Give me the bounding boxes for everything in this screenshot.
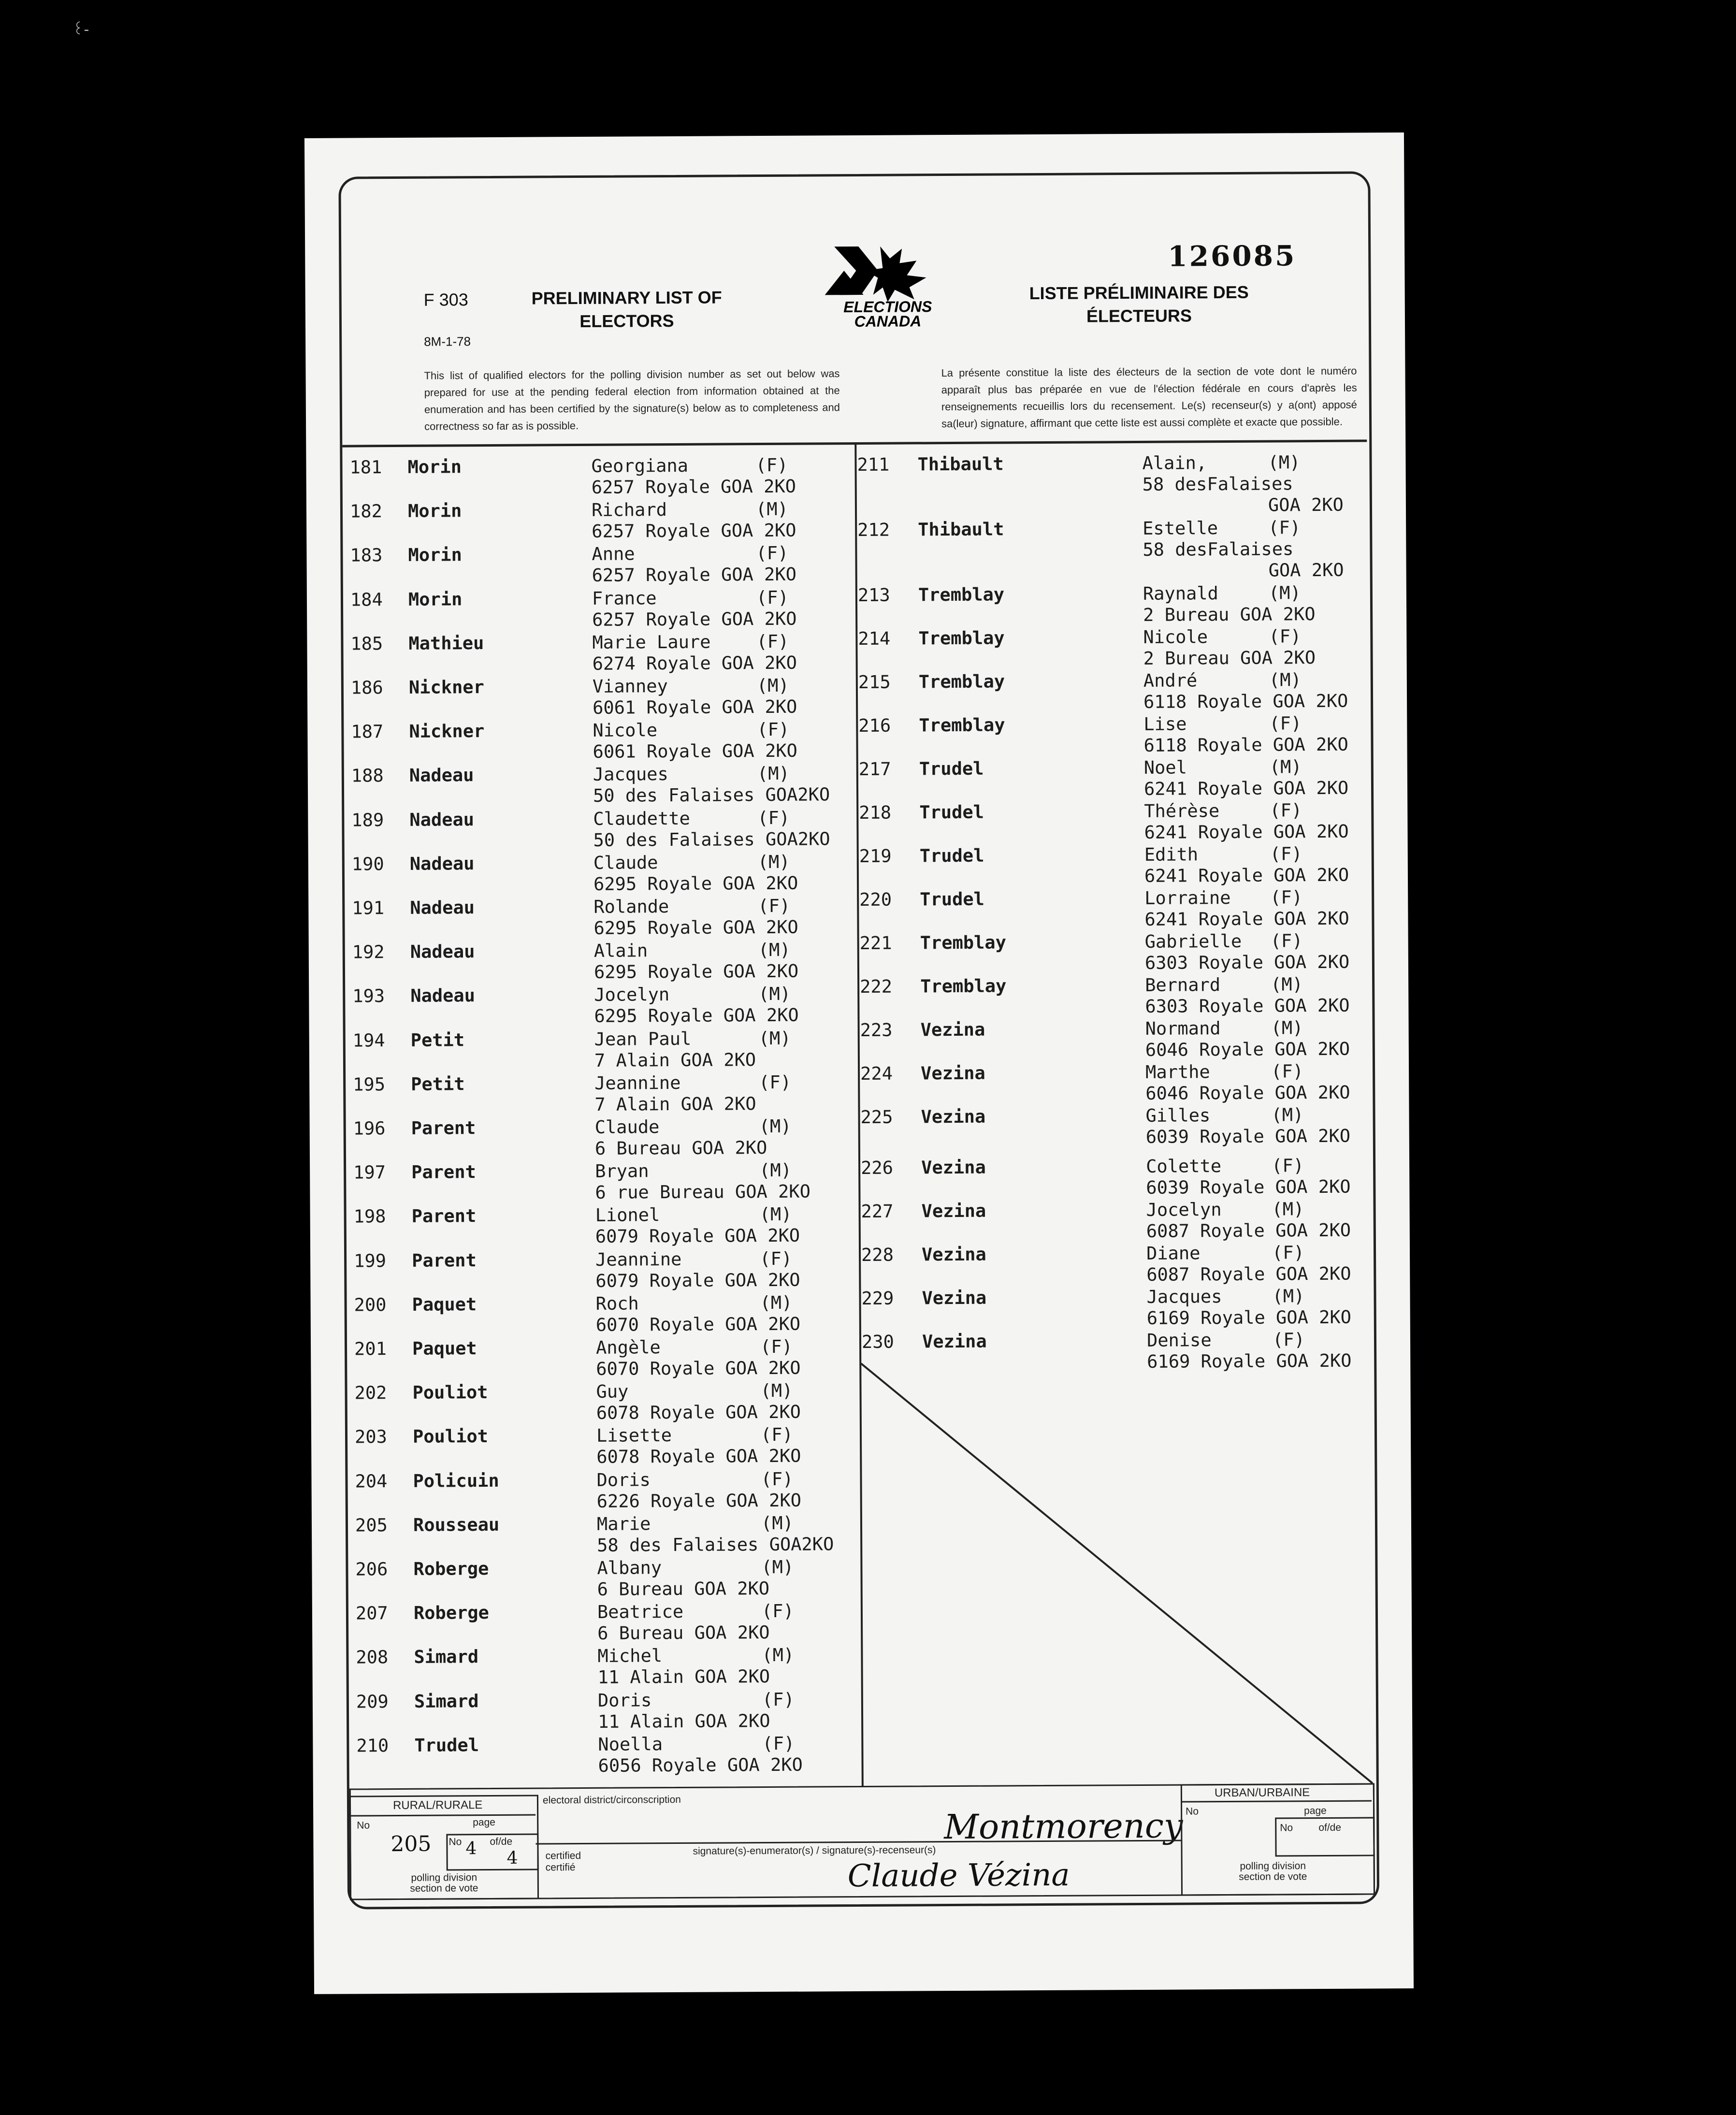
- elector-sex: (M): [756, 675, 789, 696]
- elector-address: 6169 Royale GOA 2KO: [1146, 1306, 1352, 1329]
- elector-surname: Thibault: [918, 519, 1004, 540]
- elector-number: 219: [859, 845, 892, 867]
- elector-sex: (M): [758, 939, 791, 961]
- elector-sex: (M): [1269, 756, 1302, 778]
- elector-number: 225: [860, 1106, 893, 1128]
- elector-sex: (F): [762, 1733, 795, 1754]
- elector-address: 6226 Royale GOA 2KO: [596, 1490, 802, 1512]
- elector-address: 6257 Royale GOA 2KO: [592, 520, 796, 542]
- elector-number: 182: [349, 501, 382, 522]
- elector-surname: Vezina: [921, 1200, 986, 1222]
- elector-number: 189: [351, 809, 384, 831]
- elector-number: 207: [355, 1603, 388, 1624]
- elector-sex: (F): [1270, 800, 1302, 821]
- elector-given-name: Angèle: [595, 1337, 661, 1358]
- footer-panel: [349, 1783, 1374, 1904]
- elector-address-line2: GOA 2KO: [1268, 559, 1344, 581]
- elector-address: 6087 Royale GOA 2KO: [1146, 1263, 1351, 1285]
- elector-given-name: Alain: [593, 940, 648, 962]
- elector-given-name: Guy: [596, 1381, 629, 1403]
- elector-surname: Rousseau: [413, 1514, 500, 1536]
- elector-number: 223: [860, 1019, 893, 1041]
- elector-address: 6303 Royale GOA 2KO: [1144, 951, 1350, 973]
- elector-given-name: Jean Paul: [594, 1028, 692, 1050]
- elector-given-name: Edith: [1144, 844, 1199, 865]
- elector-sex: (M): [761, 1556, 794, 1578]
- elector-given-name: Albany: [597, 1557, 662, 1579]
- elector-surname: Policuin: [413, 1470, 499, 1492]
- elector-surname: Nadeau: [409, 765, 474, 786]
- elector-surname: Vezina: [921, 1244, 986, 1265]
- elector-sex: (M): [760, 1380, 793, 1402]
- elector-sex: (M): [759, 1115, 792, 1137]
- elector-sex: (M): [759, 1204, 792, 1225]
- elector-given-name: Jeannine: [595, 1248, 682, 1270]
- elector-surname: Parent: [411, 1205, 477, 1227]
- elector-given-name: Jacques: [593, 764, 668, 785]
- urban-of-label: of/de: [1318, 1822, 1342, 1834]
- elector-sex: (F): [1270, 887, 1303, 908]
- intro-text-en: This list of qualified electors for the polling division number as set out below was prepared for use at the pending federal election from information obtained at the enumeration and has been certified by the signature(s) below as to completeness and correctness so far as is possible.: [424, 367, 840, 433]
- elector-address: 6079 Royale GOA 2KO: [595, 1269, 800, 1291]
- elector-sex: (M): [758, 1028, 791, 1049]
- elector-address: 6039 Royale GOA 2KO: [1146, 1176, 1351, 1198]
- elector-number: 185: [350, 633, 383, 654]
- elector-number: 208: [356, 1647, 389, 1668]
- elector-given-name: André: [1143, 670, 1198, 691]
- elector-address: 58 desFalaises: [1143, 538, 1294, 560]
- elector-sex: (F): [756, 543, 789, 564]
- elector-number: 228: [861, 1244, 894, 1265]
- elector-surname: Tremblay: [920, 932, 1007, 954]
- page-number: 4: [465, 1839, 477, 1859]
- elector-surname: Petit: [411, 1073, 465, 1095]
- elector-address: 6274 Royale GOA 2KO: [592, 652, 797, 674]
- elector-given-name: Jocelyn: [594, 984, 670, 1006]
- elector-address: 6241 Royale GOA 2KO: [1144, 864, 1349, 886]
- elector-number: 221: [859, 932, 892, 954]
- elector-sex: (M): [1269, 669, 1302, 691]
- intro-text-fr: La présente constitue la liste des électeurs de la section de vote dont le numéro apparaît plus bas préparée en vue de l'élection fédérale en cours d'après les renseignements recueillis lors du recensement. Le(s) recenseur(s) y a(ont) apposé sa(leur) signature, affirmant que cette liste est aussi complète et exacte que possible.: [941, 364, 1357, 430]
- elector-address: 6241 Royale GOA 2KO: [1144, 908, 1349, 930]
- elector-address: 6257 Royale GOA 2KO: [592, 608, 797, 630]
- elector-sex: (F): [1270, 930, 1303, 952]
- elector-surname: Tremblay: [918, 584, 1005, 606]
- elector-surname: Parent: [411, 1161, 476, 1183]
- elector-surname: Morin: [408, 588, 463, 610]
- elector-surname: Parent: [412, 1249, 477, 1271]
- elector-sex: (M): [758, 984, 791, 1005]
- elector-given-name: Anne: [592, 543, 635, 565]
- elector-number: 191: [352, 898, 385, 919]
- elector-address: 6046 Royale GOA 2KO: [1145, 1038, 1350, 1060]
- elector-given-name: Jeannine: [594, 1072, 681, 1094]
- elector-given-name: Marie: [596, 1513, 651, 1535]
- elector-given-name: Vianney: [592, 676, 668, 697]
- elector-surname: Pouliot: [412, 1382, 488, 1404]
- elector-number: 229: [861, 1288, 894, 1309]
- elector-number: 204: [355, 1470, 388, 1492]
- elector-given-name: France: [592, 587, 657, 609]
- title-en: PRELIMINARY LIST OF ELECTORS: [531, 287, 722, 332]
- elector-surname: Nickner: [409, 721, 485, 742]
- elector-sex: (F): [755, 454, 788, 476]
- elector-sex: (F): [761, 1600, 794, 1622]
- elector-given-name: Beatrice: [597, 1601, 684, 1623]
- elector-number: 218: [859, 802, 892, 823]
- elector-given-name: Lise: [1143, 713, 1187, 735]
- elector-sex: (M): [759, 1159, 792, 1181]
- elector-number: 202: [354, 1382, 387, 1404]
- elector-surname: Trudel: [920, 888, 984, 910]
- elector-address: 6295 Royale GOA 2KO: [594, 1005, 799, 1027]
- elector-surname: Vezina: [921, 1157, 986, 1178]
- elector-address: 6303 Royale GOA 2KO: [1145, 995, 1350, 1017]
- elector-surname: Simard: [414, 1690, 479, 1712]
- elector-given-name: Doris: [596, 1469, 651, 1491]
- elector-number: 215: [858, 671, 891, 693]
- elector-sex: (F): [757, 719, 790, 740]
- cancel-diagonal-line: [860, 1360, 1375, 1788]
- elector-sex: (M): [1268, 452, 1301, 473]
- elector-given-name: Marie Laure: [592, 631, 711, 653]
- elector-surname: Parent: [411, 1117, 476, 1139]
- elector-number: 224: [860, 1063, 893, 1084]
- elector-sex: (M): [1268, 582, 1301, 604]
- elector-number: 210: [356, 1735, 389, 1756]
- elector-number: 220: [859, 889, 892, 910]
- elector-number: 188: [351, 765, 384, 786]
- elector-number: 192: [352, 942, 385, 963]
- elector-address: 6241 Royale GOA 2KO: [1144, 821, 1349, 843]
- enumerator-signature: Claude Vézina: [847, 1857, 1070, 1895]
- elector-given-name: Gabrielle: [1144, 930, 1242, 952]
- elector-address: 6241 Royale GOA 2KO: [1143, 777, 1349, 799]
- elector-sex: (F): [1269, 713, 1302, 734]
- elector-address: 6257 Royale GOA 2KO: [591, 476, 796, 498]
- elector-given-name: Raynald: [1143, 583, 1218, 604]
- elector-surname: Tremblay: [918, 627, 1005, 649]
- elector-address: 6079 Royale GOA 2KO: [595, 1225, 800, 1247]
- elector-surname: Paquet: [412, 1293, 477, 1315]
- elector-sex: (F): [758, 895, 791, 917]
- elector-given-name: Rolande: [593, 896, 669, 917]
- elector-number: 230: [861, 1331, 894, 1352]
- elector-number: 199: [354, 1250, 387, 1272]
- elector-sex: (M): [1272, 1286, 1305, 1307]
- elector-given-name: Lisette: [596, 1425, 672, 1447]
- elector-given-name: Jacques: [1146, 1286, 1222, 1307]
- elector-number: 206: [355, 1559, 388, 1580]
- elector-address: 6295 Royale GOA 2KO: [593, 872, 798, 895]
- page-total: 4: [506, 1848, 518, 1868]
- urban-no-label: No: [1186, 1806, 1199, 1817]
- elector-sex: (F): [756, 587, 789, 608]
- document-page: [304, 132, 1414, 1994]
- elector-address: 50 des Falaises GOA2KO: [593, 784, 830, 807]
- form-date: 8M-1-78: [424, 334, 471, 349]
- elector-surname: Nadeau: [410, 897, 475, 918]
- elector-address: 6118 Royale GOA 2KO: [1143, 734, 1348, 756]
- elector-number: 201: [354, 1338, 387, 1360]
- elector-sex: (F): [1271, 1061, 1304, 1082]
- elector-surname: Simard: [414, 1646, 479, 1668]
- elector-sex: (M): [757, 851, 790, 872]
- elector-given-name: Lionel: [595, 1204, 660, 1226]
- page-of-label: of/de: [490, 1836, 513, 1848]
- elector-sex: (F): [1272, 1329, 1305, 1350]
- urban-label: URBAN/URBAINE: [1214, 1786, 1310, 1800]
- elector-surname: Trudel: [919, 801, 984, 823]
- elector-sex: (F): [1269, 626, 1302, 647]
- elector-given-name: Noel: [1143, 757, 1187, 778]
- elector-address: 7 Alain GOA 2KO: [594, 1093, 756, 1115]
- elector-address: 50 des Falaises GOA2KO: [593, 828, 830, 851]
- elector-address: 6078 Royale GOA 2KO: [596, 1446, 801, 1468]
- elector-given-name: Normand: [1145, 1018, 1221, 1039]
- elector-surname: Morin: [407, 500, 462, 522]
- elector-sex: (M): [755, 498, 788, 520]
- elector-sex: (M): [1272, 1199, 1304, 1220]
- elector-given-name: Diane: [1146, 1243, 1201, 1264]
- elector-address: 11 Alain GOA 2KO: [597, 1666, 770, 1688]
- title-fr: LISTE PRÉLIMINAIRE DES ÉLECTEURS: [1029, 282, 1249, 326]
- elector-given-name: Marthe: [1145, 1061, 1210, 1083]
- elector-given-name: Noella: [598, 1733, 663, 1755]
- polling-number: 205: [391, 1831, 432, 1857]
- elector-address: 2 Bureau GOA 2KO: [1143, 604, 1316, 625]
- district-handwritten: Montmorency: [944, 1806, 1183, 1847]
- elector-number: 213: [857, 584, 890, 606]
- elector-given-name: Nicole: [1143, 626, 1208, 648]
- elector-surname: Nadeau: [409, 853, 475, 874]
- elector-surname: Nadeau: [410, 941, 475, 963]
- form-number: F 303: [423, 290, 468, 310]
- elector-number: 184: [350, 589, 383, 610]
- elector-surname: Pouliot: [412, 1426, 489, 1448]
- district-label: electoral district/circonscription: [542, 1794, 681, 1806]
- elector-sex: (F): [762, 1689, 795, 1710]
- elector-address: 11 Alain GOA 2KO: [598, 1710, 770, 1732]
- elector-given-name: Doris: [597, 1689, 652, 1711]
- elector-sex: (F): [1272, 1242, 1305, 1263]
- elector-number: 222: [860, 976, 893, 997]
- elector-number: 190: [351, 853, 384, 875]
- elector-sex: (F): [760, 1336, 793, 1358]
- elector-sex: (M): [1271, 974, 1303, 995]
- elector-number: 227: [861, 1201, 894, 1222]
- corner-mark: ꒰-: [72, 21, 89, 38]
- elector-given-name: Alain,: [1142, 452, 1207, 474]
- urban-page-no-label: No: [1280, 1822, 1293, 1834]
- elector-surname: Tremblay: [919, 714, 1005, 736]
- elector-given-name: Georgiana: [591, 455, 689, 477]
- elector-number: 198: [353, 1206, 386, 1227]
- urban-polling-label: polling division section de vote: [1239, 1860, 1307, 1883]
- elector-address: 7 Alain GOA 2KO: [594, 1049, 756, 1071]
- elector-address: 6061 Royale GOA 2KO: [593, 696, 797, 718]
- elector-given-name: Claude: [594, 1116, 660, 1138]
- page-no-label: No: [448, 1836, 462, 1848]
- elector-address: 6046 Royale GOA 2KO: [1145, 1082, 1350, 1104]
- elector-sex: (F): [760, 1248, 793, 1269]
- elector-sex: (F): [761, 1468, 794, 1490]
- elector-address: 2 Bureau GOA 2KO: [1143, 647, 1316, 669]
- elector-address: 6070 Royale GOA 2KO: [596, 1357, 801, 1379]
- elector-address: 6 rue Bureau GOA 2KO: [595, 1181, 811, 1203]
- elector-surname: Nickner: [408, 677, 484, 698]
- elector-number: 183: [350, 545, 383, 566]
- elector-address: 6070 Royale GOA 2KO: [595, 1313, 801, 1335]
- elector-given-name: Bryan: [595, 1160, 649, 1182]
- elector-given-name: Nicole: [593, 720, 658, 741]
- elector-address: 6039 Royale GOA 2KO: [1145, 1125, 1351, 1147]
- elector-surname: Tremblay: [920, 975, 1007, 997]
- elector-number: 194: [352, 1029, 385, 1051]
- elector-given-name: Bernard: [1145, 974, 1221, 996]
- logo-mark-icon: [825, 241, 951, 304]
- polling-division-label: polling division section de vote: [410, 1872, 478, 1894]
- elector-number: 196: [353, 1118, 386, 1139]
- elector-given-name: Roch: [595, 1293, 639, 1314]
- elector-surname: Vezina: [922, 1331, 987, 1352]
- elector-surname: Trudel: [919, 758, 984, 780]
- elector-surname: Vezina: [922, 1287, 987, 1309]
- logo-text: ELECTIONS CANADA: [843, 298, 932, 331]
- elector-given-name: Gilles: [1145, 1105, 1211, 1126]
- elector-given-name: Richard: [591, 499, 667, 521]
- elector-sex: (F): [757, 807, 790, 828]
- elector-address: 6295 Royale GOA 2KO: [593, 916, 798, 939]
- elector-surname: Morin: [408, 544, 462, 566]
- elector-address: 58 desFalaises: [1142, 473, 1293, 495]
- elector-surname: Vezina: [921, 1106, 986, 1128]
- elector-given-name: Thérèse: [1144, 800, 1220, 822]
- elector-given-name: Estelle: [1143, 518, 1218, 539]
- elector-address: 6056 Royale GOA 2KO: [598, 1754, 803, 1776]
- elector-address: 6 Bureau GOA 2KO: [597, 1622, 770, 1644]
- elector-number: 205: [355, 1514, 388, 1536]
- elector-sex: (M): [761, 1512, 794, 1534]
- elector-address: 6169 Royale GOA 2KO: [1147, 1350, 1352, 1372]
- elector-surname: Roberge: [413, 1558, 489, 1579]
- elector-number: 209: [356, 1691, 389, 1712]
- elector-address: 6061 Royale GOA 2KO: [593, 740, 797, 763]
- elector-number: 200: [354, 1294, 387, 1316]
- elector-address-line2: GOA 2KO: [1268, 494, 1344, 516]
- elector-sex: (F): [1270, 843, 1302, 865]
- elector-sex: (F): [1272, 1155, 1304, 1176]
- elector-address: 6257 Royale GOA 2KO: [592, 564, 797, 586]
- elector-number: 181: [349, 457, 382, 478]
- elector-given-name: Claude: [593, 852, 658, 873]
- elector-surname: Vezina: [920, 1062, 985, 1084]
- elector-number: 226: [861, 1157, 894, 1178]
- elector-address: 6 Bureau GOA 2KO: [597, 1578, 770, 1600]
- elector-surname: Vezina: [920, 1019, 985, 1041]
- elector-number: 217: [858, 758, 891, 780]
- elector-address: 6078 Royale GOA 2KO: [596, 1401, 801, 1424]
- elector-number: 211: [857, 454, 890, 476]
- serial-number: 126085: [1168, 239, 1297, 273]
- certified-label: certified certifié: [545, 1850, 581, 1873]
- elector-sex: (M): [757, 763, 790, 784]
- elector-given-name: Colette: [1146, 1156, 1222, 1177]
- elector-sex: (M): [1271, 1104, 1304, 1126]
- elector-number: 193: [352, 985, 385, 1007]
- elector-number: 203: [354, 1426, 387, 1448]
- elector-sex: (F): [760, 1424, 793, 1446]
- elector-sex: (M): [762, 1645, 795, 1666]
- elector-address: 6118 Royale GOA 2KO: [1143, 690, 1348, 712]
- elector-number: 195: [353, 1073, 386, 1095]
- elector-surname: Tremblay: [918, 671, 1005, 693]
- elector-given-name: Lorraine: [1144, 887, 1231, 909]
- elector-sex: (M): [1271, 1017, 1303, 1039]
- elector-surname: Petit: [410, 1029, 465, 1051]
- elector-address: 58 des Falaises GOA2KO: [597, 1534, 834, 1556]
- elector-surname: Trudel: [414, 1734, 479, 1756]
- elector-given-name: Jocelyn: [1146, 1199, 1222, 1220]
- elector-given-name: Michel: [597, 1645, 663, 1667]
- rural-label: RURAL/RURALE: [392, 1798, 483, 1812]
- elector-surname: Morin: [407, 456, 462, 478]
- elector-given-name: Claudette: [593, 808, 690, 829]
- elector-number: 212: [857, 519, 890, 541]
- elector-sex: (F): [756, 631, 789, 652]
- elector-address: 6087 Royale GOA 2KO: [1146, 1219, 1351, 1242]
- elector-sex: (F): [1268, 517, 1301, 538]
- elector-surname: Nadeau: [409, 809, 475, 830]
- elector-surname: Nadeau: [410, 985, 476, 1007]
- elector-sex: (M): [760, 1292, 793, 1313]
- elector-address: 6 Bureau GOA 2KO: [594, 1137, 767, 1159]
- elector-number: 186: [350, 677, 383, 698]
- elections-canada-logo: [825, 241, 951, 338]
- elector-given-name: Denise: [1146, 1330, 1212, 1351]
- elector-surname: Roberge: [413, 1602, 489, 1624]
- elector-number: 197: [353, 1162, 386, 1183]
- urban-page-label: page: [1304, 1805, 1327, 1817]
- elector-surname: Thibault: [917, 453, 1004, 475]
- elector-surname: Mathieu: [408, 632, 484, 654]
- elector-number: 216: [858, 715, 891, 736]
- elector-surname: Paquet: [412, 1338, 477, 1359]
- elector-address: 6295 Royale GOA 2KO: [593, 960, 799, 983]
- rural-page-label: page: [473, 1816, 495, 1828]
- elector-surname: Trudel: [919, 845, 984, 867]
- rural-no-label: No: [357, 1820, 370, 1831]
- elector-number: 187: [351, 721, 384, 742]
- elector-number: 214: [858, 628, 891, 649]
- elector-sex: (F): [759, 1072, 792, 1093]
- signature-label: signature(s)-enumerator(s) / signature(s)-recenseur(s): [693, 1844, 936, 1857]
